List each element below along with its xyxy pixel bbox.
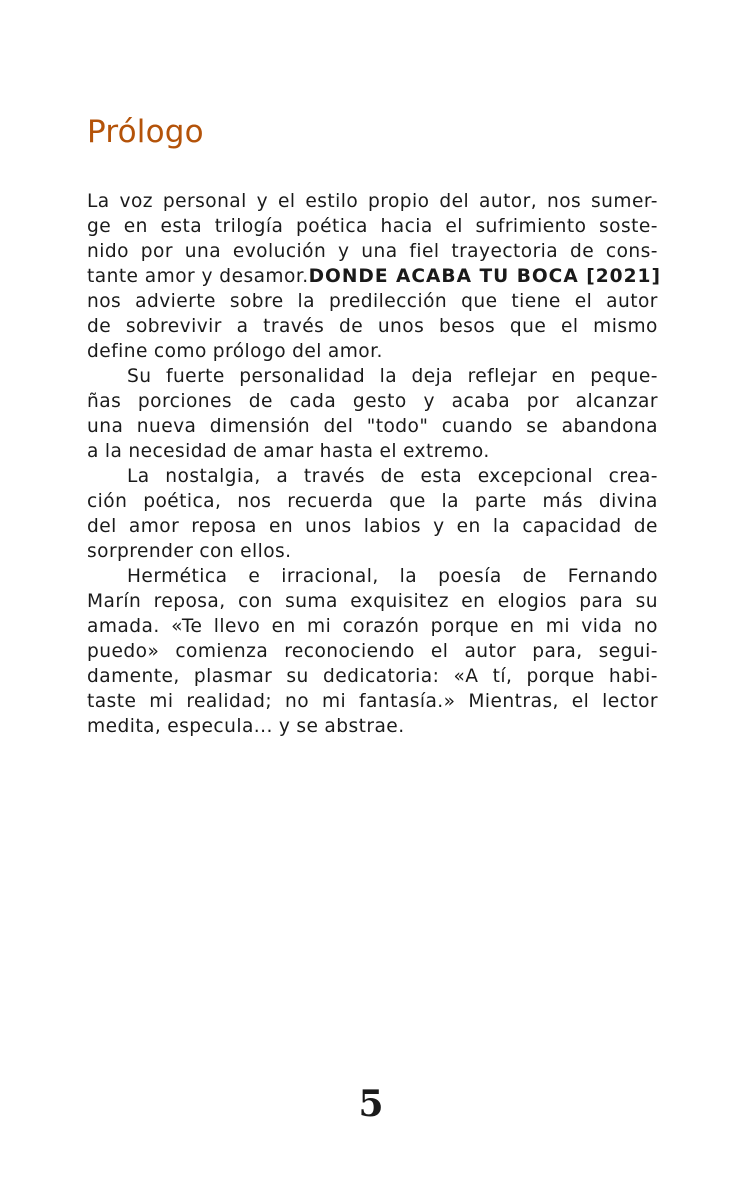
- word: fuerte: [165, 366, 225, 387]
- word: personal: [162, 191, 247, 212]
- word: realidad;: [186, 691, 273, 712]
- word: predilección: [328, 291, 448, 312]
- word: corazón: [342, 616, 420, 637]
- word: dimensión: [209, 416, 311, 437]
- word: en: [551, 366, 576, 387]
- word: esta: [160, 216, 203, 237]
- word: amor.: [327, 341, 383, 362]
- word: y: [423, 391, 435, 412]
- word: de: [338, 316, 364, 337]
- word: de: [233, 441, 258, 462]
- word: con: [237, 591, 273, 612]
- word: tí,: [492, 666, 513, 687]
- word: del: [323, 416, 354, 437]
- word: poética: [296, 216, 368, 237]
- prologue-body: [87, 189, 661, 739]
- word: extremo.: [402, 441, 490, 462]
- word: irracional,: [281, 566, 379, 587]
- word: que: [389, 491, 426, 512]
- word: y: [433, 516, 445, 537]
- word: fiel: [409, 241, 440, 262]
- word: cada: [289, 391, 337, 412]
- word: través: [263, 316, 325, 337]
- word: en: [268, 516, 294, 537]
- word: cuando: [441, 416, 513, 437]
- word: autor: [464, 641, 517, 662]
- word: una: [184, 241, 222, 262]
- word: lector: [602, 691, 658, 712]
- word: ñas: [87, 391, 122, 412]
- word: poesía: [438, 566, 502, 587]
- text-line: [87, 714, 658, 739]
- word: con: [199, 541, 235, 562]
- word: exquisitez: [350, 591, 449, 612]
- word: la: [441, 491, 460, 512]
- word: damente,: [87, 666, 180, 687]
- text-line: [87, 614, 658, 639]
- word: taste: [87, 691, 137, 712]
- word: sobrevivir: [125, 316, 222, 337]
- word: reflejar: [467, 366, 538, 387]
- word: tante amor y desamor.: [87, 266, 309, 287]
- word: para,: [532, 641, 583, 662]
- word: reconociendo: [284, 641, 415, 662]
- word: que: [461, 291, 498, 312]
- word: mi: [545, 616, 570, 637]
- word: unos: [377, 316, 425, 337]
- text-line: [87, 564, 658, 589]
- word: capacidad: [522, 516, 622, 537]
- word: llevo: [213, 616, 261, 637]
- word: ción: [87, 491, 128, 512]
- word: fantasía.»: [359, 691, 456, 712]
- word: del: [292, 341, 322, 362]
- word: especula...: [167, 716, 273, 737]
- word: por: [526, 391, 559, 412]
- word: medita,: [87, 716, 162, 737]
- word: cons-: [605, 241, 658, 262]
- word: personalidad: [239, 366, 366, 387]
- text-line: [87, 414, 658, 439]
- text-line: [87, 289, 658, 314]
- word: en: [510, 616, 535, 637]
- word: porciones: [137, 391, 233, 412]
- word: que: [509, 316, 547, 337]
- word: soste-: [599, 216, 658, 237]
- word: en: [461, 591, 486, 612]
- word: reposa: [191, 516, 257, 537]
- word: esta: [420, 466, 463, 487]
- word: mi: [321, 691, 347, 712]
- word: para: [579, 591, 624, 612]
- page-title: Prólogo: [87, 114, 204, 150]
- word: sobre: [229, 291, 284, 312]
- word: a: [87, 441, 99, 462]
- word: gesto: [352, 391, 407, 412]
- word: amar: [263, 441, 314, 462]
- text-line: [87, 364, 658, 389]
- word: de: [569, 241, 595, 262]
- word: nostalgia,: [165, 466, 261, 487]
- word: sufrimiento: [475, 216, 587, 237]
- word: labios: [363, 516, 421, 537]
- text-line: [87, 439, 658, 464]
- text-line: [87, 314, 658, 339]
- word: trayectoria: [451, 241, 559, 262]
- word: de: [380, 466, 405, 487]
- word: del: [439, 191, 470, 212]
- word: Su: [127, 366, 152, 387]
- word: deja: [411, 366, 454, 387]
- word: porque: [526, 666, 595, 687]
- text-line: [87, 689, 658, 714]
- word: autor,: [478, 191, 538, 212]
- page-number: 5: [358, 1083, 384, 1125]
- word: peque-: [590, 366, 658, 387]
- word: través: [303, 466, 366, 487]
- word: Fernando: [567, 566, 658, 587]
- word: una: [87, 416, 124, 437]
- text-line: [87, 339, 658, 364]
- word: se: [526, 416, 549, 437]
- word: a: [236, 316, 249, 337]
- word: define: [87, 341, 148, 362]
- word: y: [338, 241, 350, 262]
- word: Mientras,: [468, 691, 559, 712]
- text-line: [87, 189, 658, 214]
- word: y: [278, 716, 291, 737]
- word: sorprender: [87, 541, 194, 562]
- word: poética,: [143, 491, 222, 512]
- word: Marín: [87, 591, 142, 612]
- word: puedo»: [87, 641, 160, 662]
- word: reposa,: [153, 591, 226, 612]
- word: "todo": [366, 416, 429, 437]
- text-line: [87, 464, 658, 489]
- word: evolución: [232, 241, 327, 262]
- word: abstrae.: [324, 716, 405, 737]
- word: su: [635, 591, 658, 612]
- text-line: [87, 389, 658, 414]
- word: su: [286, 666, 309, 687]
- word: divina: [598, 491, 658, 512]
- text-line: [87, 539, 658, 564]
- word: hasta: [319, 441, 374, 462]
- word: Hermética: [127, 566, 228, 587]
- word: habi-: [608, 666, 658, 687]
- word: de: [248, 391, 273, 412]
- word: La: [127, 466, 150, 487]
- word: plasmar: [193, 666, 273, 687]
- word: suma: [285, 591, 338, 612]
- word: mismo: [593, 316, 658, 337]
- word: besos: [438, 316, 496, 337]
- word: una: [361, 241, 398, 262]
- text-line: [87, 664, 658, 689]
- word: crea-: [608, 466, 658, 487]
- word: alcanzar: [575, 391, 658, 412]
- word: trilogía: [214, 216, 284, 237]
- word: la: [104, 441, 123, 462]
- word: como: [153, 341, 207, 362]
- word: sumer-: [591, 191, 658, 212]
- word: de: [522, 566, 547, 587]
- word: dedicatoria:: [322, 666, 440, 687]
- word: vida: [581, 616, 623, 637]
- word: la: [379, 366, 398, 387]
- word: y: [256, 191, 269, 212]
- word: necesidad: [128, 441, 228, 462]
- word: hacia: [380, 216, 433, 237]
- word: nos: [237, 491, 272, 512]
- word: se: [296, 716, 319, 737]
- word: «A: [453, 666, 479, 687]
- word: tiene: [511, 291, 561, 312]
- word: acaba: [451, 391, 511, 412]
- word: La: [87, 191, 110, 212]
- word: nido: [87, 241, 129, 262]
- word: unos: [305, 516, 352, 537]
- word: en: [271, 616, 296, 637]
- word: nueva: [136, 416, 197, 437]
- word: el: [430, 641, 449, 662]
- word: la: [297, 291, 316, 312]
- word: propio: [368, 191, 430, 212]
- word: a: [276, 466, 289, 487]
- word: por: [140, 241, 173, 262]
- word: de: [87, 316, 112, 337]
- word: porque: [430, 616, 499, 637]
- word: excepcional: [477, 466, 594, 487]
- word: nos: [546, 191, 582, 212]
- word: amada.: [87, 616, 160, 637]
- text-line: [87, 489, 658, 514]
- word: más: [542, 491, 584, 512]
- word: mi: [149, 691, 174, 712]
- text-line: [87, 639, 658, 664]
- word: el: [560, 316, 579, 337]
- word: en: [456, 516, 481, 537]
- word: de: [633, 516, 658, 537]
- word: voz: [119, 191, 154, 212]
- text-line: [87, 239, 658, 264]
- word: la: [399, 566, 418, 587]
- word: parte: [474, 491, 527, 512]
- word: amor: [128, 516, 180, 537]
- word: ge: [87, 216, 112, 237]
- word: elogios: [497, 591, 567, 612]
- word: el: [379, 441, 397, 462]
- word: el: [574, 291, 593, 312]
- word: en: [123, 216, 148, 237]
- text-line: [87, 514, 658, 539]
- text-line: [87, 589, 658, 614]
- word: advierte: [135, 291, 216, 312]
- word: e: [248, 566, 261, 587]
- text-line: [87, 264, 661, 289]
- text-line: [87, 214, 658, 239]
- word: el: [571, 691, 590, 712]
- word: no: [633, 616, 658, 637]
- word: nos: [87, 291, 122, 312]
- word: no: [284, 691, 310, 712]
- word: «Te: [171, 616, 203, 637]
- word: la: [492, 516, 511, 537]
- word: abandona: [561, 416, 658, 437]
- word: estilo: [305, 191, 359, 212]
- word: ellos.: [240, 541, 292, 562]
- word: recuerda: [287, 491, 374, 512]
- word: el: [277, 191, 296, 212]
- word: mi: [307, 616, 332, 637]
- word: del: [87, 516, 117, 537]
- word: autor: [606, 291, 658, 312]
- word: el: [445, 216, 463, 237]
- word: comienza: [175, 641, 269, 662]
- word: segui-: [598, 641, 658, 662]
- word: prólogo: [212, 341, 287, 362]
- word: DONDE ACABA TU BOCA [2021]: [308, 266, 661, 287]
